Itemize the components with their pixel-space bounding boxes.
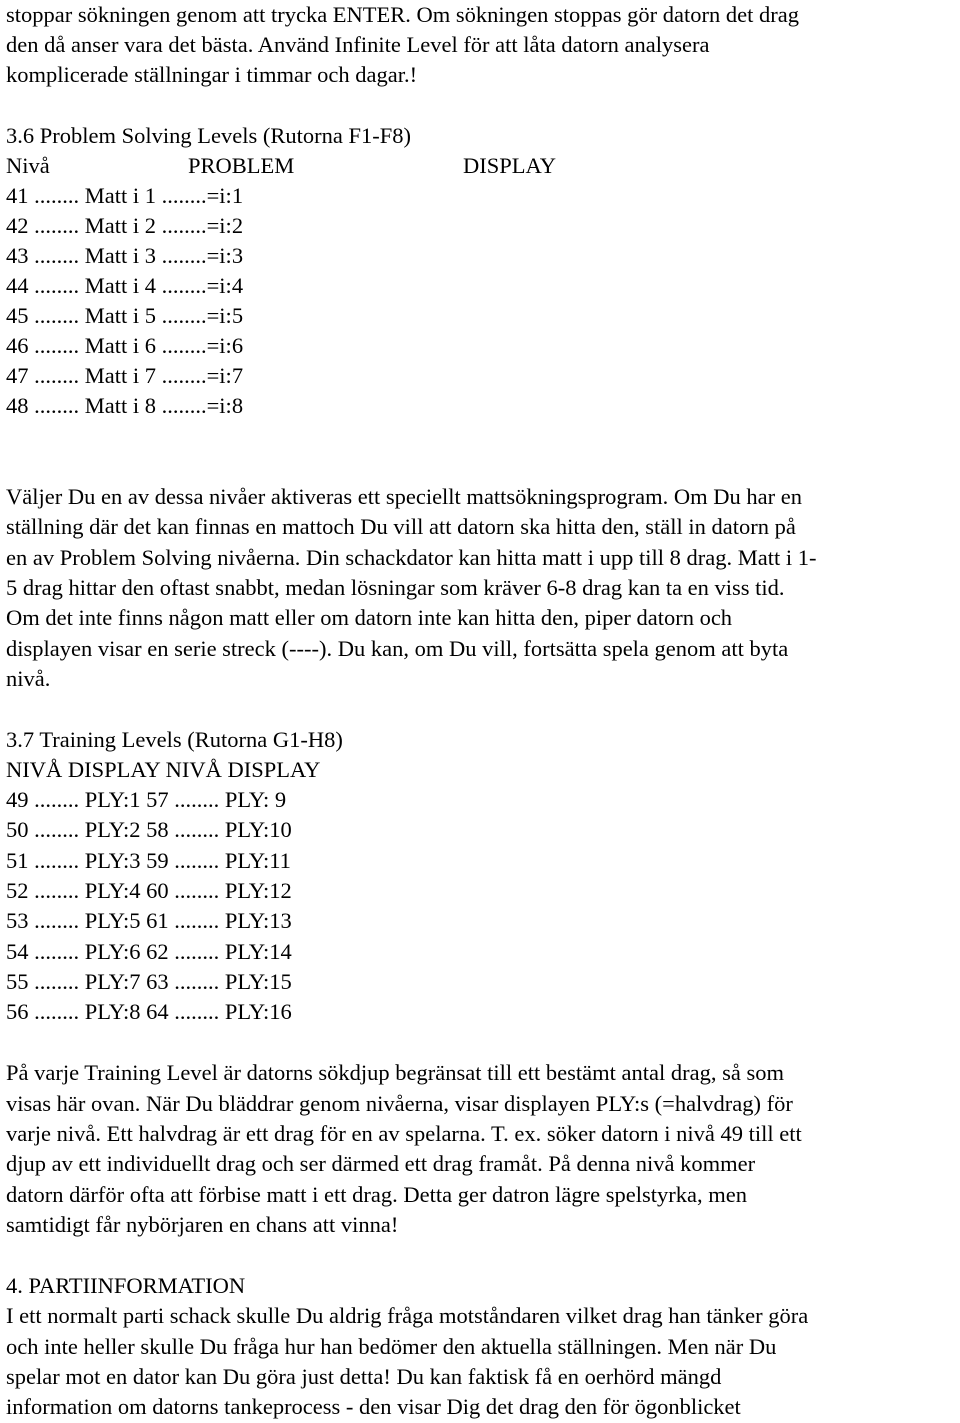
problem-table-row: 46 ........ Matt i 6 ........=i:6 bbox=[6, 333, 244, 358]
paragraph-line: varje nivå. Ett halvdrag är ett drag för en av spelarna. T. ex. söker datorn i nivå 49 till ett bbox=[6, 1121, 802, 1146]
training-table-row: 49 ........ PLY:1 57 ........ PLY: 9 bbox=[6, 787, 287, 812]
paragraph-line: Om det inte finns någon matt eller om datorn inte kan hitta den, piper datorn och bbox=[6, 605, 733, 630]
training-table-row: 54 ........ PLY:6 62 ........ PLY:14 bbox=[6, 939, 292, 964]
paragraph-line: 5 drag hittar den oftast snabbt, medan lösningar som kräver 6-8 drag kan ta en viss tid. bbox=[6, 575, 785, 600]
training-table-row: 55 ........ PLY:7 63 ........ PLY:15 bbox=[6, 969, 292, 994]
training-table-row: 51 ........ PLY:3 59 ........ PLY:11 bbox=[6, 848, 291, 873]
problem-table-row: 42 ........ Matt i 2 ........=i:2 bbox=[6, 213, 244, 238]
training-table-row: 56 ........ PLY:8 64 ........ PLY:16 bbox=[6, 999, 292, 1024]
section-heading-3-7: 3.7 Training Levels (Rutorna G1-H8) bbox=[6, 727, 343, 752]
paragraph-line: ställning där det kan finnas en mattoch Du vill att datorn ska hitta den, ställ in datorn på bbox=[6, 514, 796, 539]
intro-line: stoppar sökningen genom att trycka ENTER. Om sökningen stoppas gör datorn det drag bbox=[6, 2, 799, 27]
paragraph-line: spelar mot en dator kan Du göra just detta! Du kan faktisk få en oerhörd mängd bbox=[6, 1364, 722, 1389]
paragraph-line: samtidigt får nybörjaren en chans att vinna! bbox=[6, 1212, 399, 1237]
problem-table-row: 47 ........ Matt i 7 ........=i:7 bbox=[6, 363, 244, 388]
section-heading-3-6: 3.6 Problem Solving Levels (Rutorna F1-F8) bbox=[6, 123, 411, 148]
training-table-row: 53 ........ PLY:5 61 ........ PLY:13 bbox=[6, 908, 292, 933]
paragraph-line: displayen visar en serie streck (----). Du kan, om Du vill, fortsätta spela genom att byta bbox=[6, 636, 789, 661]
paragraph-line: På varje Training Level är datorns sökdjup begränsat till ett bestämt antal drag, så som bbox=[6, 1060, 784, 1085]
problem-table-row: 45 ........ Matt i 5 ........=i:5 bbox=[6, 303, 244, 328]
paragraph-line: och inte heller skulle Du fråga hur han bedömer den aktuella ställningen. Men när Du bbox=[6, 1334, 777, 1359]
problem-table-row: 43 ........ Matt i 3 ........=i:3 bbox=[6, 243, 244, 268]
header-display: DISPLAY bbox=[463, 153, 556, 178]
header-problem: PROBLEM bbox=[188, 153, 295, 178]
paragraph-line: I ett normalt parti schack skulle Du aldrig fråga motståndaren vilket drag han tänker göra bbox=[6, 1303, 809, 1328]
paragraph-line: nivå. bbox=[6, 666, 51, 691]
paragraph-line: visas här ovan. När Du bläddrar genom nivåerna, visar displayen PLY:s (=halvdrag) för bbox=[6, 1091, 793, 1116]
training-table-header: NIVÅ DISPLAY NIVÅ DISPLAY bbox=[6, 757, 321, 782]
intro-line: komplicerade ställningar i timmar och dagar.! bbox=[6, 62, 418, 87]
training-table-row: 52 ........ PLY:4 60 ........ PLY:12 bbox=[6, 878, 292, 903]
paragraph-line: en av Problem Solving nivåerna. Din schackdator kan hitta matt i upp till 8 drag. Matt i 1- bbox=[6, 545, 817, 570]
paragraph-line: information om datorns tankeprocess - den visar Dig det drag den för ögonblicket bbox=[6, 1394, 741, 1419]
problem-table-header bbox=[6, 151, 606, 181]
problem-table-row: 48 ........ Matt i 8 ........=i:8 bbox=[6, 393, 244, 418]
header-level: Nivå bbox=[6, 153, 50, 178]
section-heading-4: 4. PARTIINFORMATION bbox=[6, 1273, 246, 1298]
intro-line: den då anser vara det bästa. Använd Infinite Level för att låta datorn analysera bbox=[6, 32, 710, 57]
training-table-row: 50 ........ PLY:2 58 ........ PLY:10 bbox=[6, 817, 292, 842]
problem-table-row: 44 ........ Matt i 4 ........=i:4 bbox=[6, 273, 244, 298]
paragraph-line: djup av ett individuellt drag och ser därmed ett drag framåt. På denna nivå kommer bbox=[6, 1151, 756, 1176]
paragraph-line: datorn därför ofta att förbise matt i ett drag. Detta ger datron lägre spelstyrka, men bbox=[6, 1182, 747, 1207]
problem-table-row: 41 ........ Matt i 1 ........=i:1 bbox=[6, 183, 244, 208]
paragraph-line: Väljer Du en av dessa nivåer aktiveras ett speciellt mattsökningsprogram. Om Du har en bbox=[6, 484, 803, 509]
